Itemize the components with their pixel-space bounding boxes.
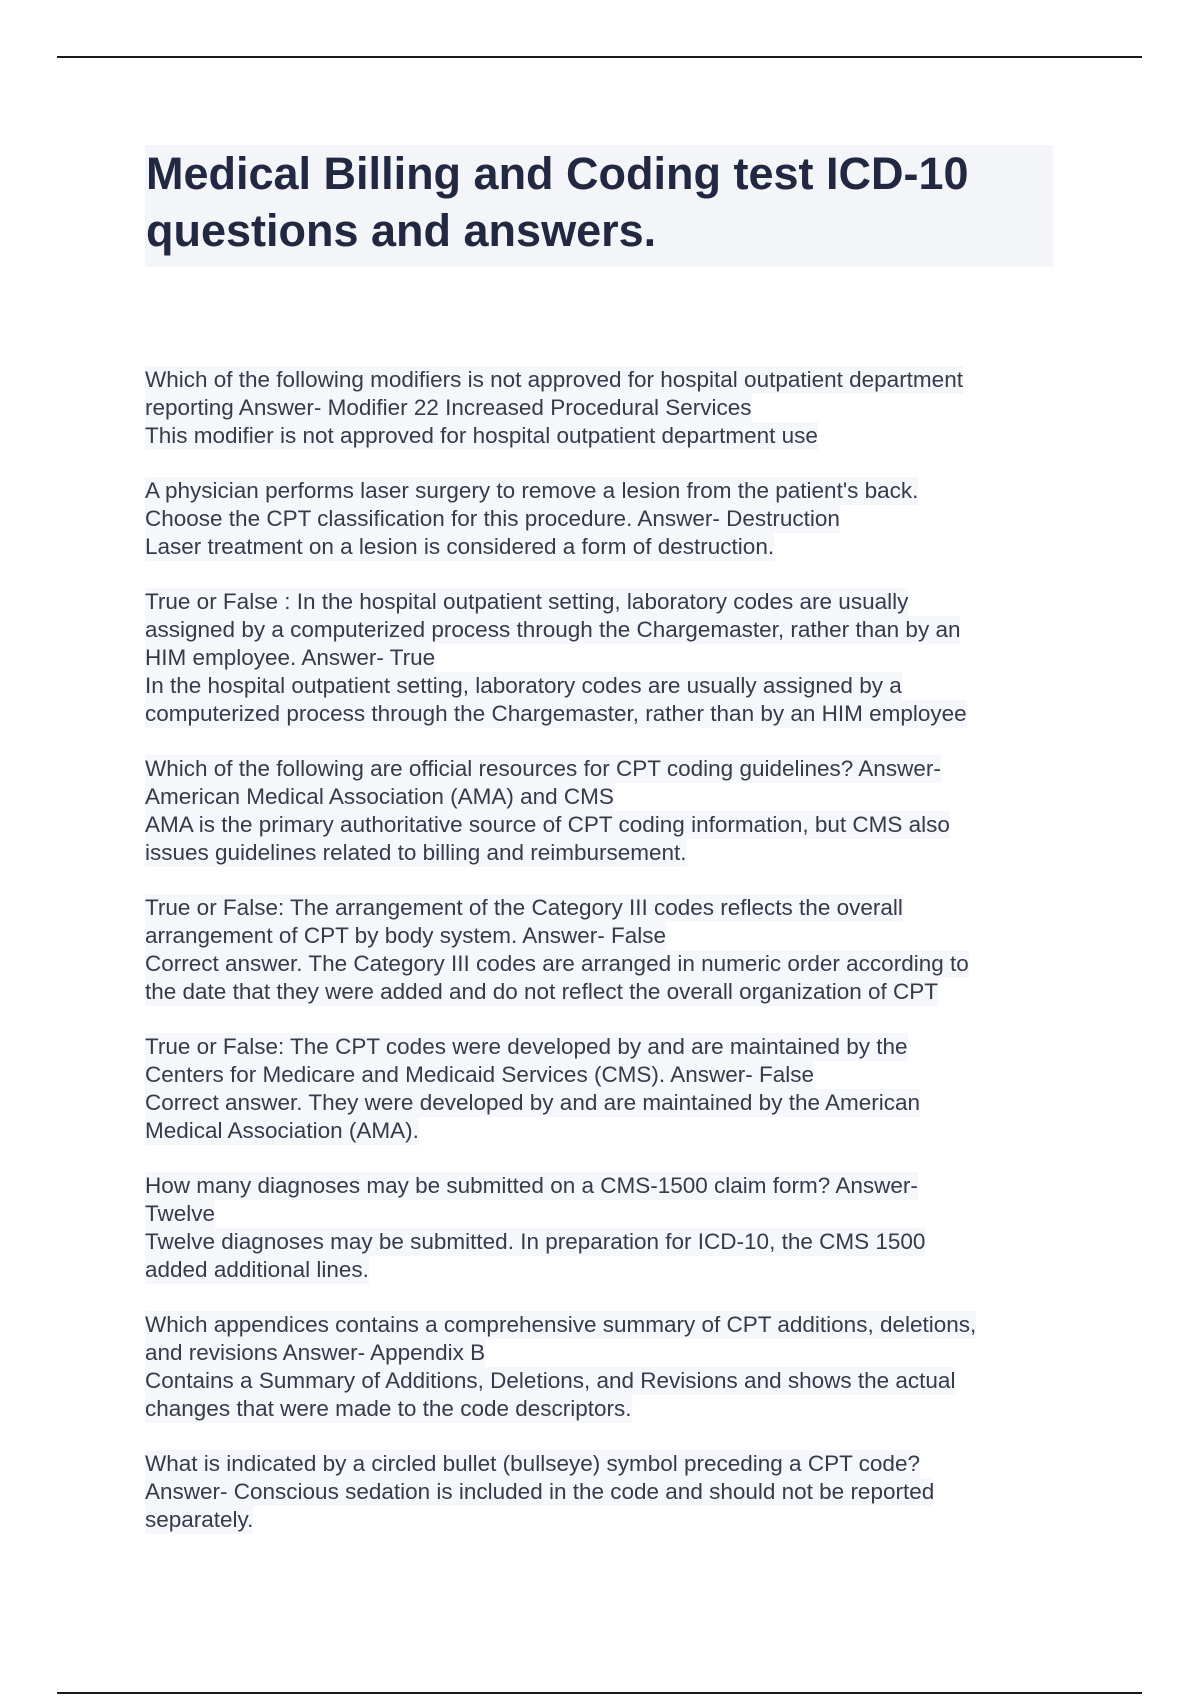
page-title	[145, 145, 1055, 267]
qa-line: changes that were made to the code descriptors.	[145, 1396, 632, 1421]
qa-line: arrangement of CPT by body system. Answer- False	[145, 923, 667, 948]
qa-line: True or False : In the hospital outpatient setting, laboratory codes are usually	[145, 589, 909, 614]
qa-line: How many diagnoses may be submitted on a CMS-1500 claim form? Answer-	[145, 1173, 918, 1198]
qa-item	[145, 1033, 1050, 1145]
qa-line: Medical Association (AMA).	[145, 1118, 419, 1143]
qa-line: This modifier is not approved for hospital outpatient department use	[145, 423, 818, 448]
qa-item	[145, 1311, 1050, 1423]
header-rule	[57, 56, 1142, 58]
qa-line: and revisions Answer- Appendix B	[145, 1340, 486, 1365]
qa-list	[145, 366, 1050, 1561]
qa-line: added additional lines.	[145, 1257, 369, 1282]
qa-line: computerized process through the Chargemaster, rather than by an HIM employee	[145, 701, 967, 726]
qa-line: True or False: The CPT codes were developed by and are maintained by the	[145, 1034, 908, 1059]
title-line-2: questions and answers.	[146, 205, 657, 256]
qa-line: Which of the following modifiers is not approved for hospital outpatient department	[145, 367, 963, 392]
qa-line: separately.	[145, 1507, 254, 1532]
qa-line: issues guidelines related to billing and reimbursement.	[145, 840, 687, 865]
qa-line: Which appendices contains a comprehensive summary of CPT additions, deletions,	[145, 1312, 977, 1337]
qa-line: Answer- Conscious sedation is included in the code and should not be reported	[145, 1479, 935, 1504]
qa-line: A physician performs laser surgery to remove a lesion from the patient's back.	[145, 478, 919, 503]
qa-line: assigned by a computerized process through the Chargemaster, rather than by an	[145, 617, 961, 642]
qa-line: the date that they were added and do not reflect the overall organization of CPT	[145, 979, 939, 1004]
qa-item	[145, 366, 1050, 450]
qa-item	[145, 1450, 1050, 1534]
qa-line: Correct answer. They were developed by and are maintained by the American	[145, 1090, 921, 1115]
qa-line: Centers for Medicare and Medicaid Services (CMS). Answer- False	[145, 1062, 814, 1087]
qa-line: Twelve diagnoses may be submitted. In preparation for ICD-10, the CMS 1500	[145, 1229, 926, 1254]
qa-line: What is indicated by a circled bullet (bullseye) symbol preceding a CPT code?	[145, 1451, 920, 1476]
footer-rule	[57, 1692, 1142, 1694]
qa-line: Laser treatment on a lesion is considered a form of destruction.	[145, 534, 775, 559]
qa-line: American Medical Association (AMA) and CMS	[145, 784, 614, 809]
qa-item	[145, 894, 1050, 1006]
title-block	[145, 145, 1053, 267]
qa-line: In the hospital outpatient setting, laboratory codes are usually assigned by a	[145, 673, 902, 698]
qa-line: Choose the CPT classification for this procedure. Answer- Destruction	[145, 506, 840, 531]
qa-line: True or False: The arrangement of the Category III codes reflects the overall	[145, 895, 903, 920]
qa-item	[145, 477, 1050, 561]
qa-line: Which of the following are official resources for CPT coding guidelines? Answer-	[145, 756, 941, 781]
qa-line: Twelve	[145, 1201, 216, 1226]
qa-line: Correct answer. The Category III codes are arranged in numeric order according to	[145, 951, 969, 976]
qa-line: HIM employee. Answer- True	[145, 645, 436, 670]
qa-line: Contains a Summary of Additions, Deletions, and Revisions and shows the actual	[145, 1368, 956, 1393]
qa-line: reporting Answer- Modifier 22 Increased Procedural Services	[145, 395, 752, 420]
qa-line: AMA is the primary authoritative source of CPT coding information, but CMS also	[145, 812, 950, 837]
qa-item	[145, 588, 1050, 728]
title-line-1: Medical Billing and Coding test ICD-10	[146, 148, 969, 199]
qa-item	[145, 755, 1050, 867]
qa-item	[145, 1172, 1050, 1284]
